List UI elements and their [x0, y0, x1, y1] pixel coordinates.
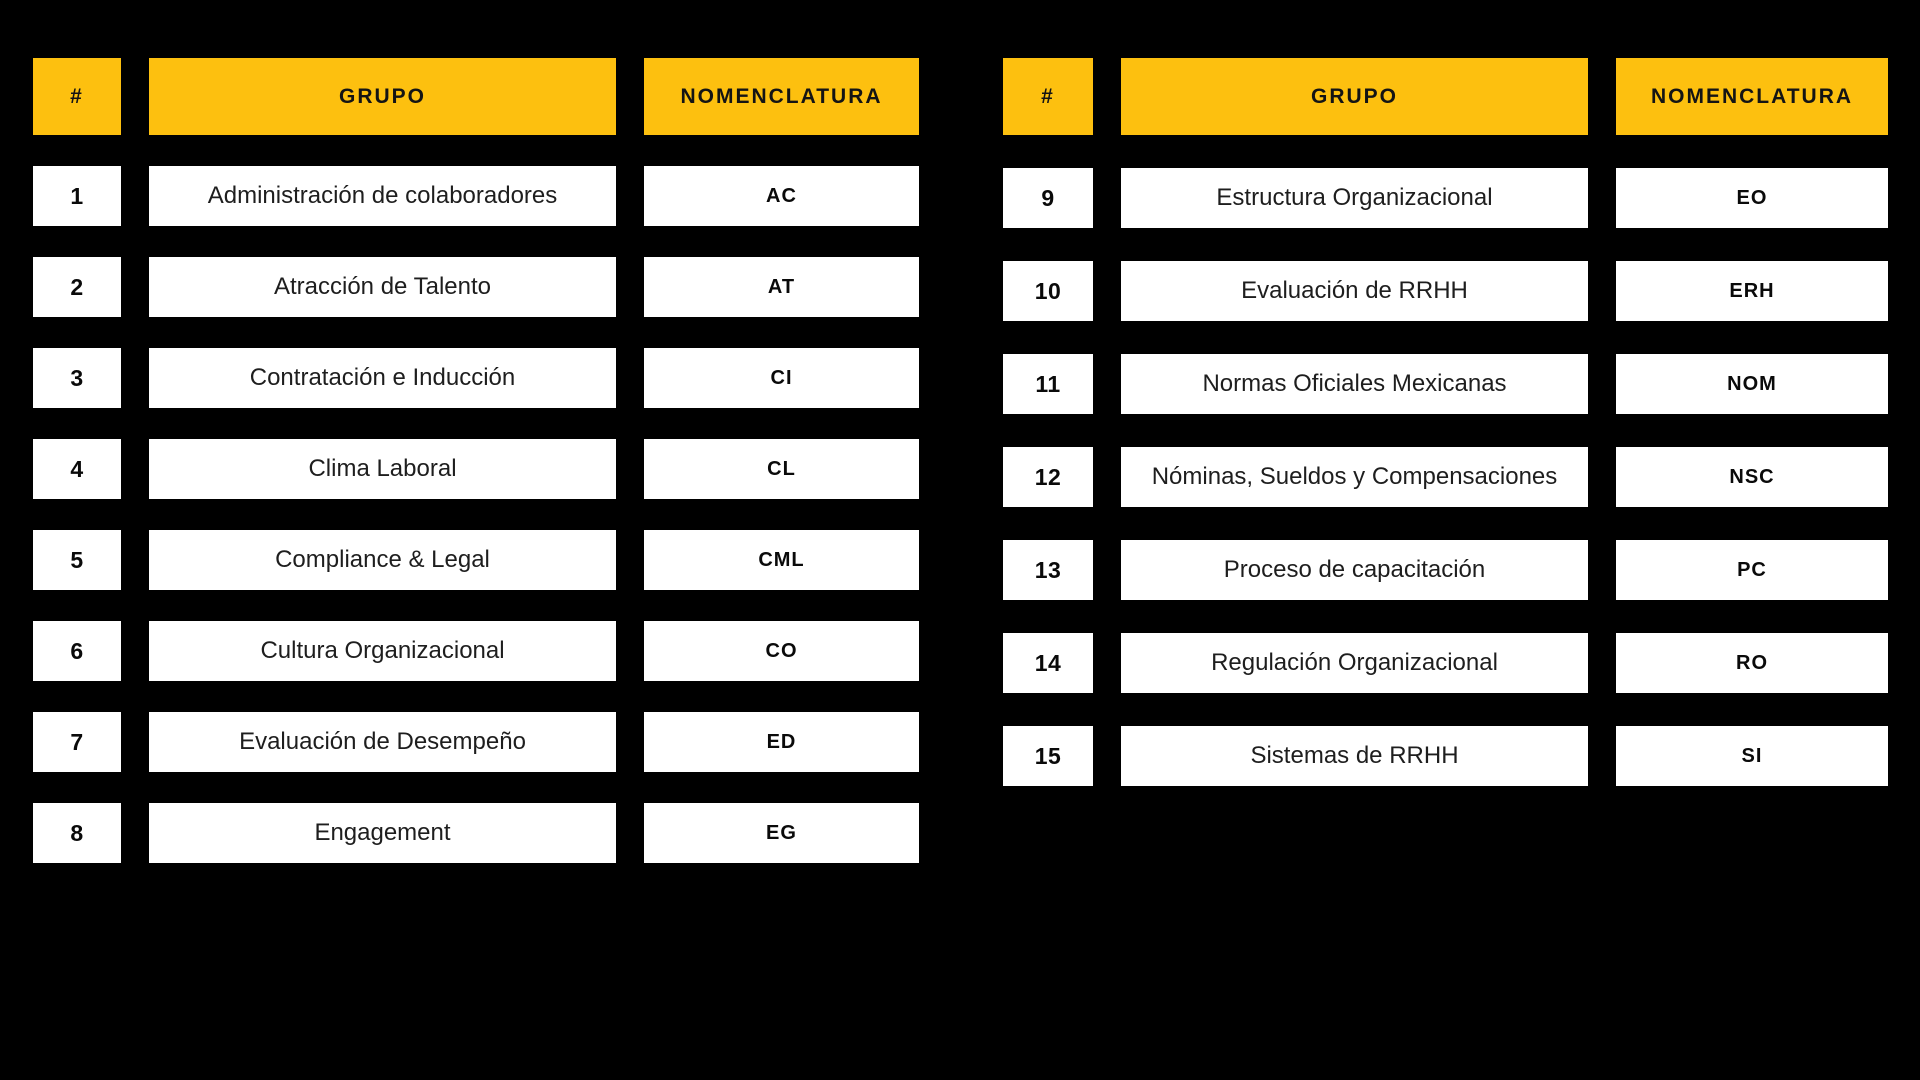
nomenclature-cell: EG	[644, 803, 919, 863]
group-cell: Sistemas de RRHH	[1121, 726, 1588, 786]
group-cell: Estructura Organizacional	[1121, 168, 1588, 228]
table-row	[1003, 540, 1888, 600]
row-number-cell: 12	[1003, 447, 1093, 507]
row-number-cell: 9	[1003, 168, 1093, 228]
nomenclature-cell: CL	[644, 439, 919, 499]
group-cell: Nóminas, Sueldos y Compensaciones	[1121, 447, 1588, 507]
group-cell: Engagement	[149, 803, 616, 863]
table-row	[33, 439, 919, 499]
table-header-row	[33, 58, 919, 135]
table-row	[1003, 168, 1888, 228]
table-row	[1003, 261, 1888, 321]
header-group: GRUPO	[149, 58, 616, 135]
row-number-cell: 14	[1003, 633, 1093, 693]
row-number-cell: 5	[33, 530, 121, 590]
nomenclature-cell: EO	[1616, 168, 1888, 228]
group-cell: Proceso de capacitación	[1121, 540, 1588, 600]
group-cell: Compliance & Legal	[149, 530, 616, 590]
row-number-cell: 4	[33, 439, 121, 499]
row-number-cell: 3	[33, 348, 121, 408]
group-cell: Normas Oficiales Mexicanas	[1121, 354, 1588, 414]
nomenclature-cell: CO	[644, 621, 919, 681]
table-row	[1003, 633, 1888, 693]
header-number: #	[33, 58, 121, 135]
table-row	[33, 712, 919, 772]
nomenclature-cell: NOM	[1616, 354, 1888, 414]
table-row	[33, 621, 919, 681]
group-cell: Cultura Organizacional	[149, 621, 616, 681]
nomenclature-cell: AC	[644, 166, 919, 226]
group-cell: Atracción de Talento	[149, 257, 616, 317]
row-number-cell: 1	[33, 166, 121, 226]
row-number-cell: 6	[33, 621, 121, 681]
group-cell: Regulación Organizacional	[1121, 633, 1588, 693]
header-group: GRUPO	[1121, 58, 1588, 135]
nomenclature-cell: PC	[1616, 540, 1888, 600]
group-cell: Evaluación de Desempeño	[149, 712, 616, 772]
header-nomenclature: NOMENCLATURA	[1616, 58, 1888, 135]
row-number-cell: 13	[1003, 540, 1093, 600]
table-row	[1003, 447, 1888, 507]
nomenclature-cell: CML	[644, 530, 919, 590]
row-number-cell: 11	[1003, 354, 1093, 414]
table-header-row	[1003, 58, 1888, 135]
nomenclature-cell: ERH	[1616, 261, 1888, 321]
row-number-cell: 8	[33, 803, 121, 863]
table-row	[33, 530, 919, 590]
table-row	[33, 348, 919, 408]
group-cell: Contratación e Inducción	[149, 348, 616, 408]
table-row	[1003, 726, 1888, 786]
header-nomenclature: NOMENCLATURA	[644, 58, 919, 135]
table-row	[33, 257, 919, 317]
nomenclature-cell: RO	[1616, 633, 1888, 693]
nomenclature-cell: NSC	[1616, 447, 1888, 507]
nomenclature-cell: SI	[1616, 726, 1888, 786]
table-row	[1003, 354, 1888, 414]
group-cell: Clima Laboral	[149, 439, 616, 499]
row-number-cell: 7	[33, 712, 121, 772]
group-cell: Evaluación de RRHH	[1121, 261, 1588, 321]
nomenclature-cell: ED	[644, 712, 919, 772]
row-number-cell: 2	[33, 257, 121, 317]
table-groups-1-8	[33, 58, 919, 894]
nomenclature-cell: AT	[644, 257, 919, 317]
table-row	[33, 166, 919, 226]
table-groups-9-15	[1003, 58, 1888, 819]
group-cell: Administración de colaboradores	[149, 166, 616, 226]
row-number-cell: 10	[1003, 261, 1093, 321]
row-number-cell: 15	[1003, 726, 1093, 786]
table-row	[33, 803, 919, 863]
header-number: #	[1003, 58, 1093, 135]
nomenclature-cell: CI	[644, 348, 919, 408]
